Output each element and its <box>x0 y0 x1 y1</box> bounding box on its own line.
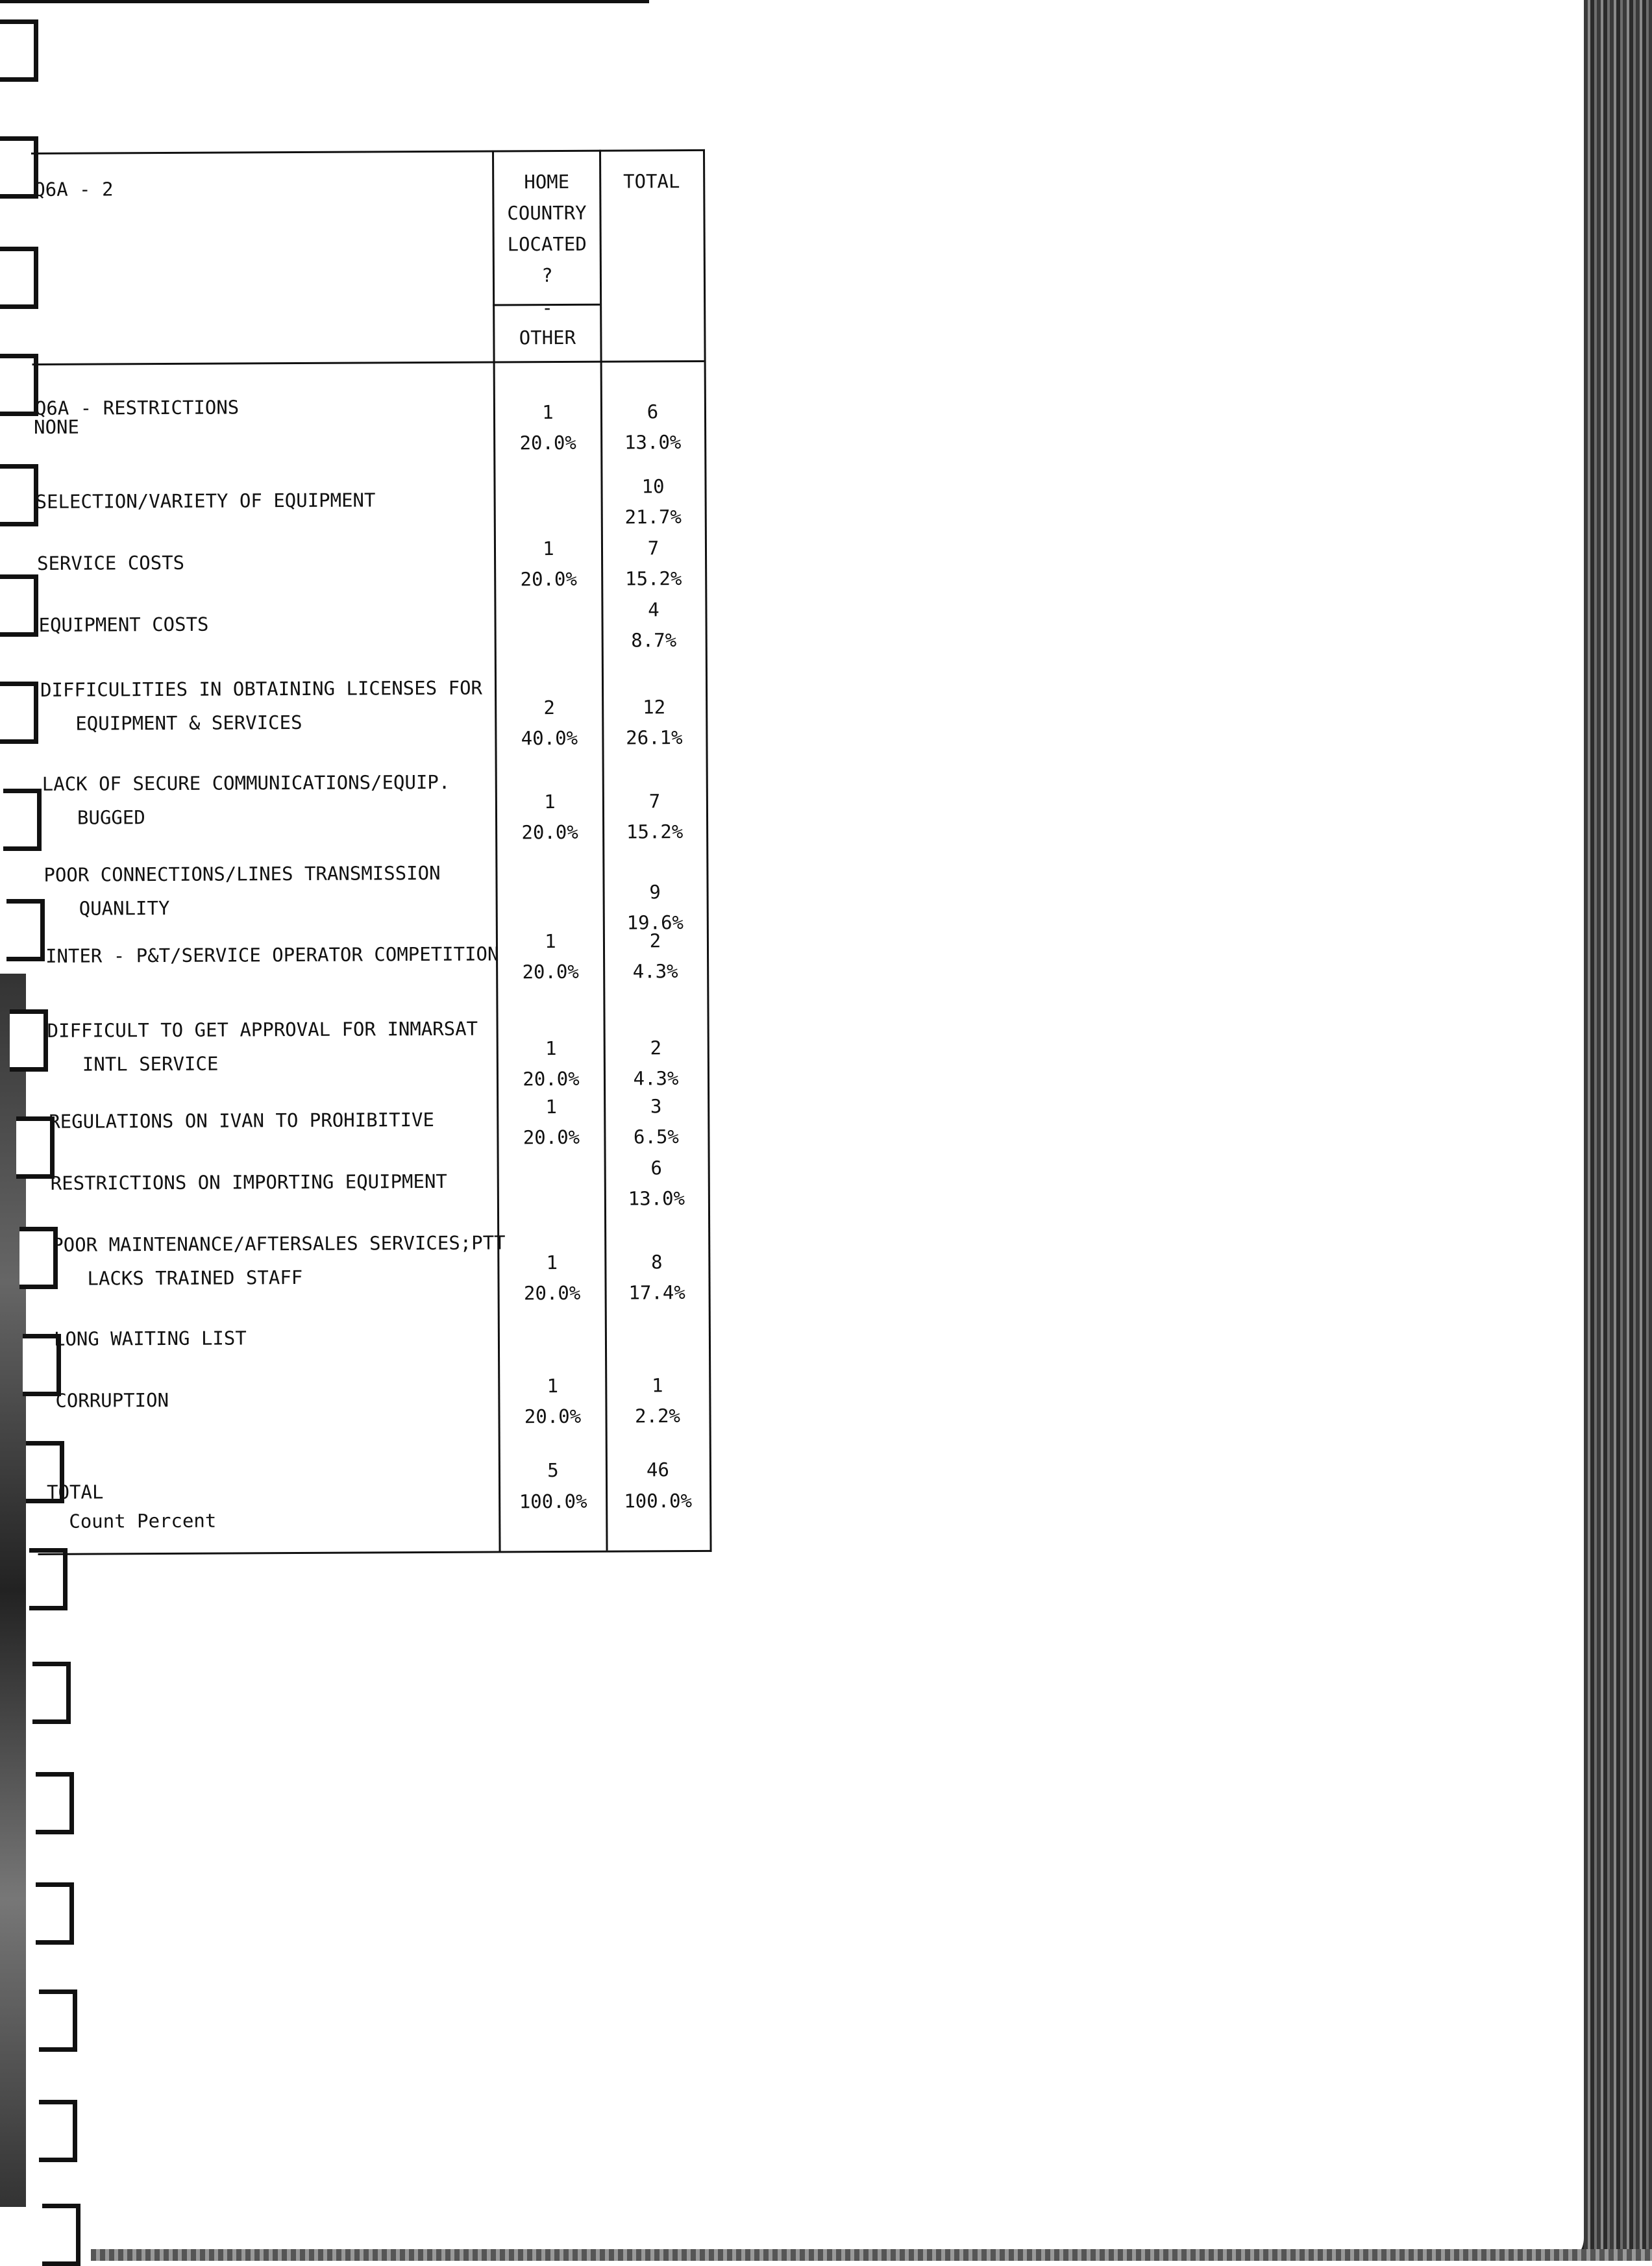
row-label-line: INTER - P&T/SERVICE OPERATOR COMPETITION <box>45 942 499 967</box>
total-percent: 17.4% <box>628 1281 685 1304</box>
other-percent: 20.0% <box>523 1067 580 1090</box>
bottom-page-stack <box>91 2249 1652 2261</box>
other-percent: 20.0% <box>523 1126 580 1149</box>
header-home-country-located <box>494 166 600 291</box>
other-count: 1 <box>544 791 556 813</box>
header-total: TOTAL <box>623 170 680 193</box>
crosstab-table <box>31 149 713 1555</box>
row-label <box>34 410 79 444</box>
row-label <box>52 1225 506 1295</box>
total-percent: 13.0% <box>628 1187 685 1210</box>
total-count: 10 <box>641 475 665 498</box>
other-count: 1 <box>545 1096 558 1118</box>
other-count: 2 <box>543 696 556 719</box>
other-percent: 40.0% <box>521 726 578 750</box>
header-line: COUNTRY <box>507 201 587 225</box>
total-percent: 21.7% <box>624 506 682 528</box>
total-total-count: 46 <box>646 1459 669 1481</box>
row-label-line: RESTRICTIONS ON IMPORTING EQUIPMENT <box>50 1170 447 1194</box>
row-label <box>47 1012 478 1081</box>
binding-ring <box>32 1662 71 1724</box>
binding-ring <box>42 2204 80 2266</box>
right-page-stack <box>1584 0 1652 2261</box>
total-percent: 26.1% <box>626 726 683 749</box>
total-count: 6 <box>650 1157 662 1179</box>
row-label <box>43 856 441 926</box>
total-count: 12 <box>643 696 666 719</box>
other-count: 1 <box>546 1251 558 1274</box>
row-label <box>49 1103 434 1139</box>
row-label-line: POOR MAINTENANCE/AFTERSALES SERVICES;PTT <box>52 1231 506 1256</box>
other-percent: 20.0% <box>522 960 579 983</box>
total-total-percent: 100.0% <box>624 1490 693 1512</box>
total-percent: 15.2% <box>624 567 682 590</box>
section-title: Q6A - RESTRICTIONS <box>34 396 240 419</box>
total-other-count: 5 <box>547 1459 559 1482</box>
other-count: 1 <box>543 537 554 560</box>
binding-ring <box>36 1882 74 1945</box>
total-count: 7 <box>647 537 660 560</box>
row-label-line: REGULATIONS ON IVAN TO PROHIBITIVE <box>49 1108 434 1133</box>
other-count: 1 <box>547 1375 559 1398</box>
header-line: LOCATED <box>507 232 587 256</box>
row-label-line: INTL SERVICE <box>82 1052 219 1076</box>
row-label-line: EQUIPMENT & SERVICES <box>75 711 302 735</box>
row-label-line: LACKS TRAINED STAFF <box>87 1266 303 1290</box>
row-label-line: DIFFICULT TO GET APPROVAL FOR INMARSAT <box>47 1017 478 1042</box>
row-label-line: EQUIPMENT COSTS <box>38 613 209 636</box>
binding-ring <box>0 574 38 637</box>
other-count: 1 <box>545 1037 557 1060</box>
other-percent: 20.0% <box>524 1405 582 1428</box>
total-percent: 4.3% <box>632 960 678 983</box>
row-label <box>54 1321 247 1355</box>
table-id: Q6A - 2 <box>34 178 114 201</box>
total-percent: 6.5% <box>633 1126 679 1148</box>
row-label <box>38 608 208 642</box>
other-percent: 20.0% <box>521 820 578 844</box>
total-count: 9 <box>649 881 661 904</box>
row-label <box>51 1164 447 1200</box>
other-count: 1 <box>545 930 556 953</box>
binding-ring <box>0 682 38 744</box>
total-percent: 15.2% <box>626 820 684 843</box>
row-label <box>40 671 482 741</box>
total-count: 7 <box>648 790 661 813</box>
total-count: 2 <box>649 930 661 952</box>
row-label <box>37 546 184 580</box>
row-label-line: DIFFICULITIES IN OBTAINING LICENSES FOR <box>40 676 483 701</box>
row-label <box>42 765 450 835</box>
total-row-label: TOTAL <box>47 1481 104 1503</box>
other-percent: 20.0% <box>519 431 576 454</box>
row-label <box>36 483 376 519</box>
total-row-sublabel: Count Percent <box>69 1509 217 1533</box>
binding-ring <box>0 19 38 82</box>
other-percent: 20.0% <box>520 567 577 591</box>
other-count: 1 <box>542 401 554 424</box>
row-label-line: SERVICE COSTS <box>37 551 185 574</box>
total-count: 4 <box>648 598 660 621</box>
row-label-line: LONG WAITING LIST <box>53 1327 247 1350</box>
header-line: HOME <box>524 170 570 193</box>
row-label <box>45 937 499 972</box>
header-other: OTHER <box>519 326 576 349</box>
top-edge-rule <box>0 0 649 3</box>
row-label-line: POOR CONNECTIONS/LINES TRANSMISSION <box>43 861 441 886</box>
row-label-line: LACK OF SECURE COMMUNICATIONS/EQUIP. <box>42 770 450 795</box>
row-label <box>55 1383 169 1418</box>
binding-ring <box>29 1548 68 1610</box>
total-other-percent: 100.0% <box>519 1490 587 1513</box>
total-count: 6 <box>647 400 659 423</box>
total-percent: 8.7% <box>631 629 677 652</box>
total-percent: 4.3% <box>633 1067 679 1090</box>
total-count: 1 <box>651 1374 663 1397</box>
total-percent: 19.6% <box>626 911 684 934</box>
total-percent: 13.0% <box>624 431 682 454</box>
total-count: 2 <box>650 1037 662 1059</box>
total-count: 8 <box>651 1251 663 1274</box>
header-line: ? <box>541 264 553 287</box>
row-label-line: NONE <box>33 415 79 438</box>
row-label-line: CORRUPTION <box>55 1388 169 1412</box>
row-label-line: BUGGED <box>77 806 145 829</box>
binding-ring <box>36 1772 74 1834</box>
row-label-line: SELECTION/VARIETY OF EQUIPMENT <box>35 489 376 513</box>
other-percent: 20.0% <box>523 1281 581 1305</box>
total-percent: 2.2% <box>635 1405 681 1427</box>
header-dash: - <box>541 297 553 319</box>
binding-ring <box>39 1989 77 2052</box>
binding-ring <box>39 2100 77 2162</box>
row-label-line: QUANLITY <box>79 896 170 920</box>
total-count: 3 <box>650 1095 662 1118</box>
